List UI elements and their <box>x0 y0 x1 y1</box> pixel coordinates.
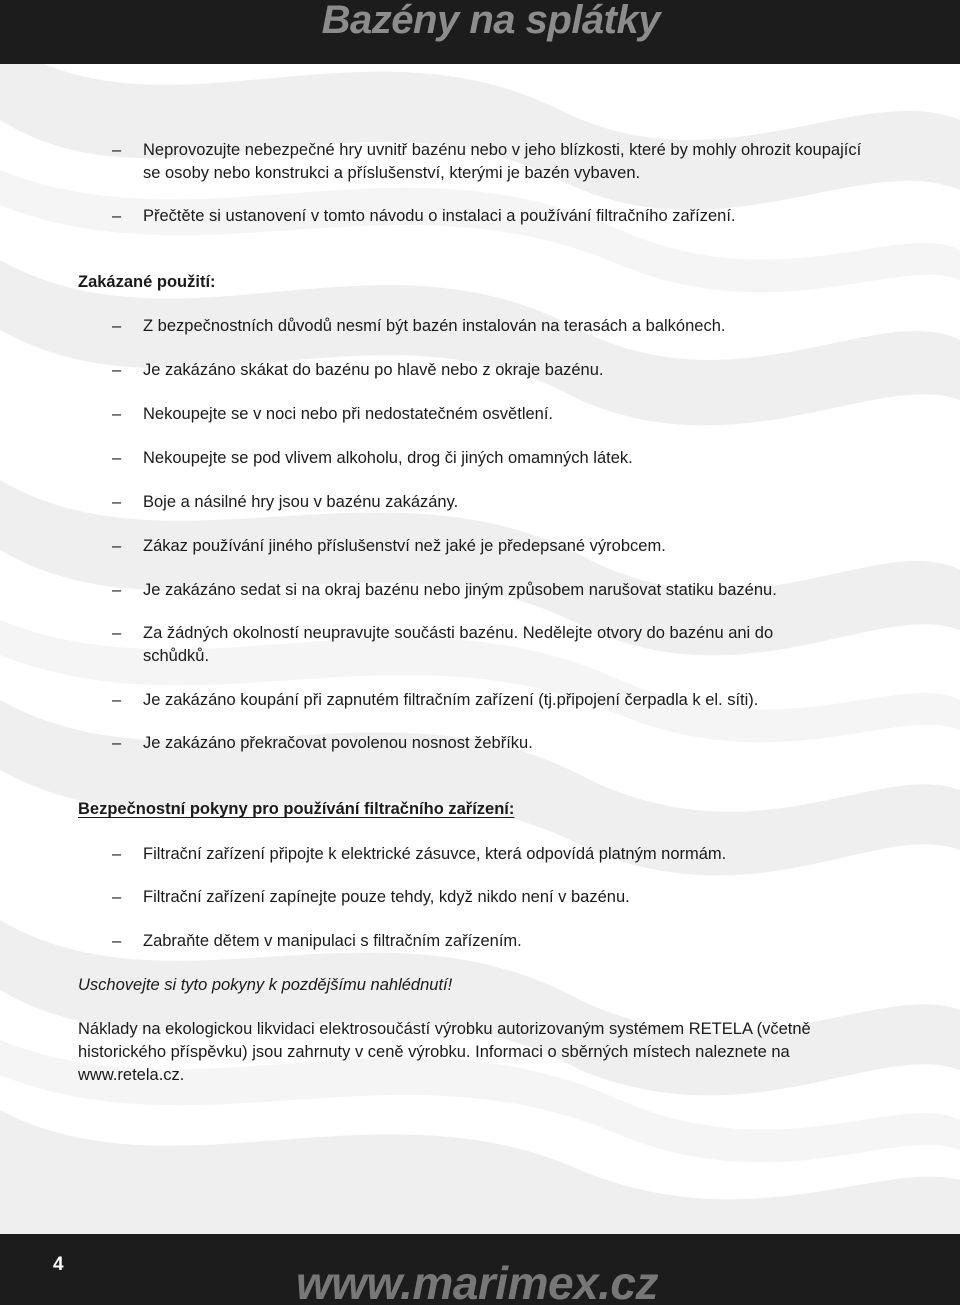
list-item-text: Je zakázáno překračovat povolenou nosnost žebříku. <box>143 734 533 752</box>
list-item <box>112 139 882 185</box>
list-item-text: Je zakázáno sedat si na okraj bazénu nebo jiným způsobem narušovat statiku bazénu. <box>143 581 777 599</box>
list-item <box>112 579 882 602</box>
list-item <box>112 491 882 514</box>
page-header <box>0 0 960 64</box>
list-item <box>112 403 882 426</box>
list-bullet: – <box>112 624 122 642</box>
page-footer <box>0 1234 960 1305</box>
list-item <box>112 843 882 866</box>
list-item-text: Neprovozujte nebezpečné hry uvnitř bazénu nebo v jeho blízkosti, které by mohly ohrozit koupající se osoby nebo konstrukci a příslušenství, kterými je bazén vybaven. <box>143 141 862 182</box>
list-item-text: Filtrační zařízení připojte k elektrické zásuvce, která odpovídá platným normám. <box>143 845 727 863</box>
list-item <box>112 205 882 228</box>
page-number: 4 <box>53 1254 64 1275</box>
list-item-text: Zákaz používání jiného příslušenství než jaké je předepsané výrobcem. <box>143 537 666 555</box>
list-bullet: – <box>112 361 122 379</box>
list-item <box>112 930 882 953</box>
list-bullet: – <box>112 932 122 950</box>
list-item-text: Nekoupejte se v noci nebo při nedostatečném osvětlení. <box>143 405 554 423</box>
list-item-text: Je zakázáno skákat do bazénu po hlavě nebo z okraje bazénu. <box>143 361 604 379</box>
footer-website-url: www.marimex.cz <box>296 1257 659 1305</box>
list-bullet: – <box>112 691 122 709</box>
list-bullet: – <box>112 141 122 159</box>
list-item-text: Zabraňte dětem v manipulaci s filtračním zařízením. <box>143 932 522 950</box>
list-item <box>112 886 882 909</box>
list-bullet: – <box>112 888 122 906</box>
list-item-text: Je zakázáno koupání při zapnutém filtračním zařízení (tj.připojení čerpadla k el. síti). <box>143 691 759 709</box>
list-item <box>112 732 882 755</box>
list-item <box>112 622 842 668</box>
keep-instructions-note: Uschovejte si tyto pokyny k pozdějšímu nahlédnutí! <box>78 976 453 994</box>
safety-instructions-heading: Bezpečnostní pokyny pro používání filtračního zařízení: <box>78 800 515 818</box>
list-bullet: – <box>112 207 122 225</box>
list-bullet: – <box>112 317 122 335</box>
list-item <box>112 447 882 470</box>
list-bullet: – <box>112 449 122 467</box>
list-item-text: Nekoupejte se pod vlivem alkoholu, drog či jiných omamných látek. <box>143 449 633 467</box>
list-bullet: – <box>112 493 122 511</box>
list-item-text: Přečtěte si ustanovení v tomto návodu o instalaci a používání filtračního zařízení. <box>143 207 736 225</box>
list-bullet: – <box>112 537 122 555</box>
list-bullet: – <box>112 581 122 599</box>
list-bullet: – <box>112 734 122 752</box>
list-item <box>112 315 882 338</box>
list-item-text: Boje a násilné hry jsou v bazénu zakázány. <box>143 493 459 511</box>
list-item-text: Za žádných okolností neupravujte součásti bazénu. Nedělejte otvory do bazénu ani do schůdků. <box>143 624 774 665</box>
list-item <box>112 359 882 382</box>
list-bullet: – <box>112 405 122 423</box>
list-bullet: – <box>112 845 122 863</box>
prohibited-use-heading: Zakázané použití: <box>78 273 216 291</box>
list-item <box>112 535 882 558</box>
disposal-paragraph: Náklady na ekologickou likvidaci elektrosoučástí výrobku autorizovaným systémem RETELA (včetně historického příspěvku) jsou zahrnuty v ceně výrobku. Informaci o sběrných místech naleznete na www.retela.cz. <box>78 1020 811 1084</box>
list-item <box>112 689 882 712</box>
header-title: Bazény na splátky <box>321 0 660 42</box>
list-item-text: Filtrační zařízení zapínejte pouze tehdy, když nikdo není v bazénu. <box>143 888 630 906</box>
list-item-text: Z bezpečnostních důvodů nesmí být bazén instalován na terasách a balkónech. <box>143 317 726 335</box>
